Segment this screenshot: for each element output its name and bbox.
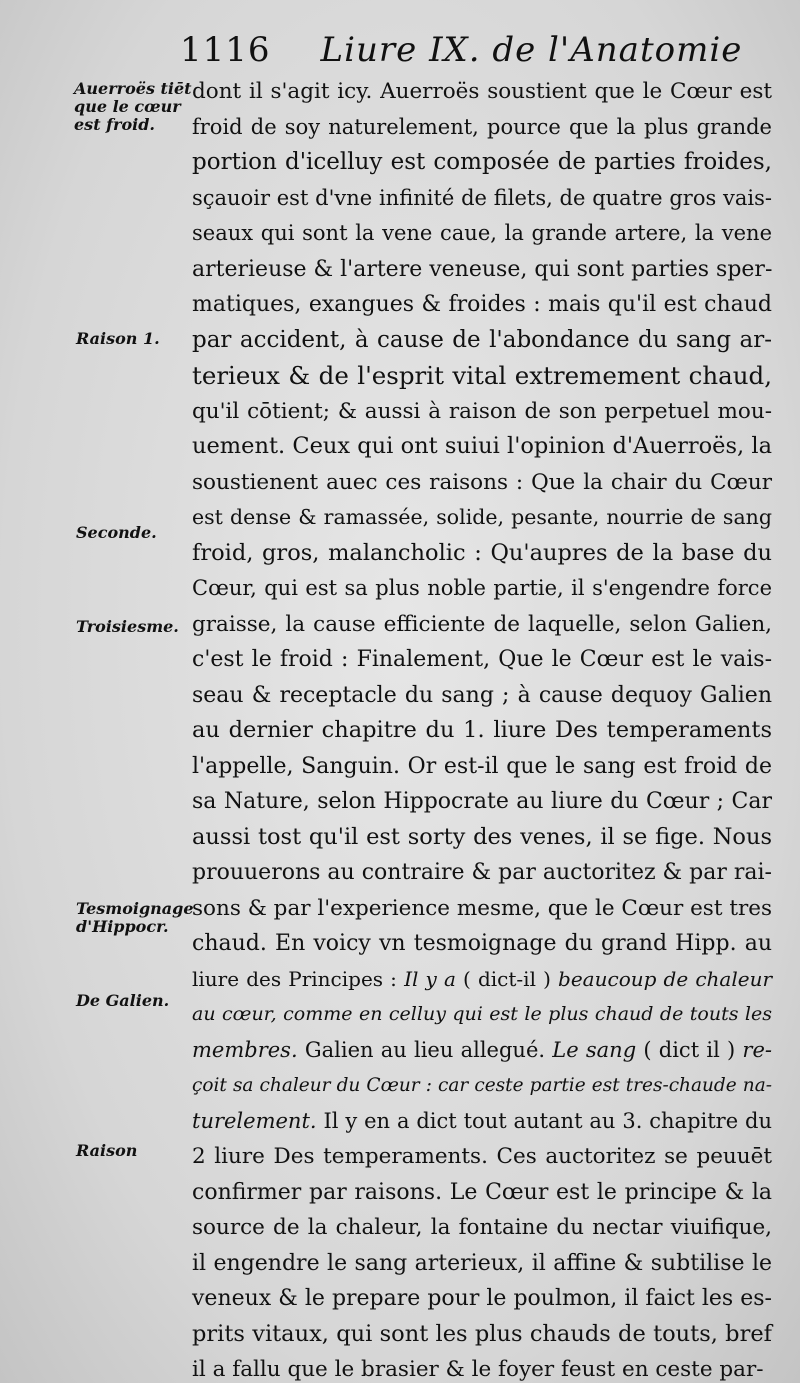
- text-segment: Galien au lieu allegué.: [297, 1037, 553, 1062]
- text-segment: liure des Principes :: [192, 966, 405, 991]
- page-number: 1116: [180, 30, 271, 70]
- text-segment: ( dict-il ): [455, 966, 559, 991]
- text-line: [192, 678, 772, 714]
- text-segment: c'est le froid : Finalement, Que le Cœur est le vais-: [192, 647, 772, 672]
- text-segment: sçauoir est d'vne infinité de filets, de quatre gros vais-: [192, 185, 772, 210]
- text-segment: source de la chaleur, la fontaine du nectar viuifique,: [192, 1215, 772, 1240]
- margin-note-line: Tesmoignage: [76, 899, 194, 918]
- text-line: [192, 287, 772, 323]
- margin-note-raison-1: [76, 330, 160, 348]
- text-line: [192, 110, 772, 146]
- text-line: [192, 891, 772, 927]
- text-segment: arterieuse & l'artere veneuse, qui sont parties sper-: [192, 256, 773, 282]
- italic-quote: çoit sa chaleur du Cœur : car ceste partie est tres-chaude na-: [192, 1075, 772, 1096]
- text-line: [192, 1033, 772, 1069]
- running-title: Liure IX. de l'Anatomie: [320, 30, 743, 70]
- text-segment: au dernier chapitre du 1. liure Des temperaments: [192, 717, 772, 743]
- margin-note-line: d'Hippocr.: [76, 917, 169, 936]
- text-line: [192, 1246, 772, 1282]
- text-line: [192, 962, 772, 998]
- italic-quote: au cœur, comme en celluy qui est le plus chaud de touts les: [192, 1003, 772, 1025]
- text-segment: prouuerons au contraire & par auctoritez & par rai-: [192, 860, 772, 885]
- margin-note-line: De Galien.: [76, 991, 170, 1010]
- text-line: [192, 429, 772, 465]
- text-segment: 2 liure Des temperaments. Ces auctoritez se peuuēt: [192, 1144, 772, 1169]
- text-line: [192, 784, 772, 820]
- italic-quote: turelement.: [192, 1108, 317, 1133]
- text-segment: veneux & le prepare pour le poulmon, il faict les es-: [192, 1286, 772, 1311]
- italic-quote: beaucoup de chaleur: [558, 966, 773, 991]
- italic-quote: Il y a: [404, 966, 456, 991]
- italic-quote: Le sang: [552, 1037, 637, 1062]
- text-line: [192, 926, 772, 962]
- margin-note-averroes: [74, 80, 192, 134]
- text-line: [192, 607, 772, 643]
- text-line: [192, 358, 772, 394]
- italic-quote: re-: [742, 1037, 772, 1062]
- text-segment: Cœur, qui est sa plus noble partie, il s'engendre force: [192, 576, 772, 600]
- text-line: [192, 1139, 772, 1175]
- text-segment: qu'il cōtient; & aussi à raison de son perpetuel mou-: [192, 398, 772, 424]
- margin-note-line: Auerroës tiēt: [74, 79, 192, 98]
- text-line: [192, 536, 772, 572]
- text-line: [192, 465, 772, 501]
- text-line: [192, 1210, 772, 1246]
- text-line: [192, 394, 772, 430]
- text-line: [192, 1352, 772, 1383]
- text-segment: dont il s'agit icy. Auerroës soustient que le Cœur est: [192, 79, 772, 104]
- text-segment: froid, gros, malancholic : Qu'aupres de la base du: [192, 539, 772, 566]
- text-segment: froid de soy naturelement, pource que la plus grande: [192, 114, 772, 139]
- text-line: [192, 1317, 772, 1353]
- text-line: [192, 216, 772, 252]
- text-line: [192, 1281, 772, 1317]
- text-segment: Il y en a dict tout autant au 3. chapitre du: [316, 1108, 772, 1133]
- text-line: [192, 145, 772, 181]
- margin-note-galien: [76, 992, 169, 1010]
- text-segment: par accident, à cause de l'abondance du sang ar-: [192, 326, 772, 353]
- italic-quote: membres.: [192, 1037, 298, 1062]
- text-line: [192, 323, 772, 359]
- text-line: [192, 820, 772, 856]
- text-line: [192, 1104, 772, 1140]
- text-segment: aussi tost qu'il est sorty des venes, il se fige. Nous: [192, 823, 772, 850]
- margin-note-line: Raison 1.: [76, 329, 160, 348]
- margin-note-line: que le cœur: [74, 97, 181, 116]
- text-segment: graisse, la cause efficiente de laquelle, selon Galien,: [192, 611, 772, 637]
- text-line: [192, 252, 772, 288]
- text-line: [192, 713, 772, 749]
- margin-note-line: Seconde.: [76, 523, 157, 542]
- text-segment: portion d'icelluy est composée de parties froides,: [192, 149, 772, 175]
- text-segment: soustienent auec ces raisons : Que la chair du Cœur: [192, 469, 772, 495]
- margin-note-line: Troisiesme.: [76, 617, 179, 636]
- text-line: [192, 855, 772, 891]
- text-line: [192, 749, 772, 785]
- text-line: [192, 1068, 772, 1104]
- body-text: [192, 74, 772, 1383]
- text-segment: sa Nature, selon Hippocrate au liure du Cœur ; Car: [192, 789, 772, 814]
- text-segment: chaud. En voicy vn tesmoignage du grand Hipp. au: [192, 931, 772, 956]
- text-segment: ( dict il ): [636, 1037, 743, 1062]
- text-segment: est dense & ramassée, solide, pesante, nourrie de sang: [192, 505, 772, 529]
- text-segment: seaux qui sont la vene caue, la grande artere, la vene: [192, 221, 772, 245]
- running-header: [180, 30, 742, 70]
- margin-note-line: est froid.: [74, 115, 155, 134]
- text-segment: il engendre le sang arterieux, il affine & subtilise le: [192, 1250, 772, 1276]
- text-line: [192, 181, 772, 217]
- margin-note-troisiesme: [76, 618, 179, 636]
- margin-note-seconde: [76, 524, 157, 542]
- text-segment: confirmer par raisons. Le Cœur est le principe & la: [192, 1179, 772, 1205]
- margin-note-raison: [76, 1142, 137, 1160]
- text-line: [192, 1175, 772, 1211]
- text-line: [192, 500, 772, 536]
- text-segment: uement. Ceux qui ont suiui l'opinion d'Auerroës, la: [192, 433, 772, 459]
- margin-note-tesmoignage: [76, 900, 194, 936]
- margin-note-line: Raison: [76, 1141, 138, 1160]
- text-segment: matiques, exangues & froides : mais qu'il est chaud: [192, 292, 772, 317]
- text-segment: terieux & de l'esprit vital extremement chaud,: [192, 361, 772, 390]
- text-segment: il a fallu que le brasier & le foyer feust en ceste par-: [192, 1357, 764, 1382]
- text-line: [192, 571, 772, 607]
- text-line: [192, 997, 772, 1033]
- text-segment: prits vitaux, qui sont les plus chauds de touts, bref: [192, 1320, 772, 1347]
- text-line: [192, 642, 772, 678]
- text-segment: l'appelle, Sanguin. Or est-il que le sang est froid de: [192, 753, 772, 779]
- text-line: [192, 74, 772, 110]
- text-segment: seau & receptacle du sang ; à cause dequoy Galien: [192, 682, 772, 708]
- text-segment: sons & par l'experience mesme, que le Cœur est tres: [192, 895, 772, 921]
